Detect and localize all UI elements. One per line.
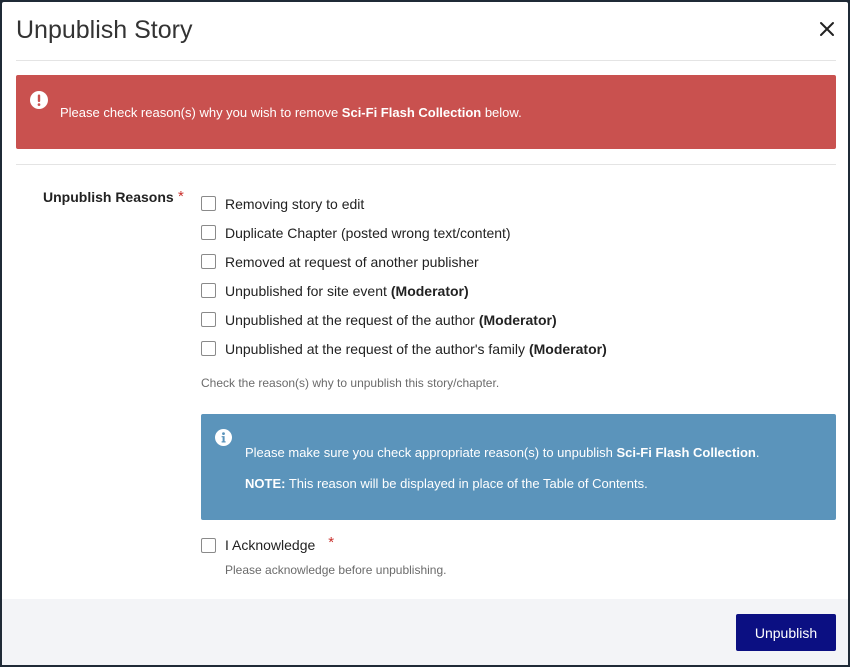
reason-removing-to-edit[interactable]: Removing story to edit	[201, 189, 607, 218]
info-alert-line1: Please make sure you check appropriate reason(s) to unpublish Sci-Fi Flash Collection.	[245, 445, 760, 460]
checkbox[interactable]	[201, 225, 216, 240]
moderator-tag: (Moderator)	[390, 282, 469, 299]
checkbox[interactable]	[201, 283, 216, 298]
acknowledge-checkbox-row[interactable]	[201, 535, 334, 555]
danger-alert	[16, 75, 836, 149]
checkbox[interactable]	[201, 312, 216, 327]
modal-header	[16, 2, 836, 61]
reason-duplicate-chapter[interactable]: Duplicate Chapter (posted wrong text/content)	[201, 218, 607, 247]
acknowledge-checkbox[interactable]	[201, 538, 216, 553]
danger-alert-text: Please check reason(s) why you wish to remove Sci-Fi Flash Collection below.	[60, 105, 522, 120]
close-icon[interactable]	[818, 20, 836, 38]
moderator-tag: (Moderator)	[528, 340, 607, 357]
moderator-tag: (Moderator)	[478, 311, 557, 328]
checkbox[interactable]	[201, 196, 216, 211]
unpublish-button[interactable]: Unpublish	[736, 614, 836, 651]
required-marker: *	[328, 533, 335, 551]
exclamation-circle-icon	[30, 91, 48, 109]
reason-author-family-request[interactable]: Unpublished at the request of the author's family (Moderator)	[201, 334, 607, 363]
info-alert	[201, 414, 836, 520]
reason-site-event[interactable]: Unpublished for site event (Moderator)	[201, 276, 607, 305]
note-label: NOTE:	[245, 476, 286, 491]
checkbox[interactable]	[201, 341, 216, 356]
info-circle-icon	[215, 429, 232, 446]
reasons-help-text: Check the reason(s) why to unpublish this story/chapter.	[201, 376, 500, 390]
modal-title: Unpublish Story	[16, 16, 193, 44]
story-title: Sci-Fi Flash Collection	[616, 445, 756, 460]
divider	[16, 164, 836, 165]
checkbox[interactable]	[201, 254, 216, 269]
story-title: Sci-Fi Flash Collection	[341, 105, 482, 120]
required-marker: *	[178, 188, 184, 205]
reason-publisher-request[interactable]: Removed at request of another publisher	[201, 247, 607, 276]
reason-author-request[interactable]: Unpublished at the request of the author (Moderator)	[201, 305, 607, 334]
acknowledge-help-text: Please acknowledge before unpublishing.	[225, 563, 447, 577]
modal-footer	[2, 599, 848, 665]
info-alert-note: NOTE: This reason will be displayed in place of the Table of Contents.	[245, 476, 648, 491]
unpublish-modal	[2, 2, 848, 665]
acknowledge-label: I Acknowledge	[225, 537, 316, 553]
reasons-list	[201, 189, 607, 363]
unpublish-reasons-label: Unpublish Reasons	[43, 189, 174, 205]
